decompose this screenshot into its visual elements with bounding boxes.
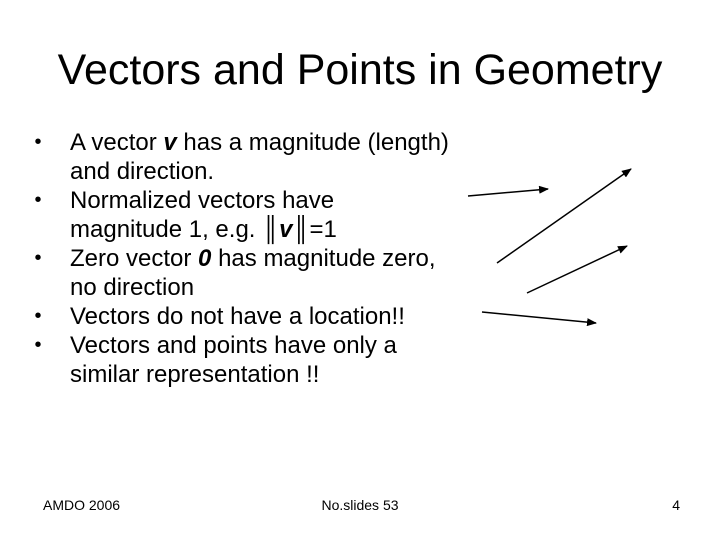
bullet-item	[30, 128, 450, 186]
bullet-text-part: Vectors and points have only a similar representation !!	[70, 332, 397, 388]
bullet-text-part: has magnitude zero, no direction	[70, 245, 436, 301]
slide-number: 4	[672, 497, 680, 513]
bullet-text-part: Vectors do not have a location!!	[70, 303, 405, 330]
bullet-text-part: Zero vector	[70, 245, 199, 272]
vector-arrow	[497, 169, 631, 263]
bullet-icon: •	[34, 247, 42, 269]
bullet-text	[70, 245, 436, 301]
bullet-item	[30, 186, 450, 244]
bullet-item	[30, 302, 450, 331]
footer-center: No.slides 53	[321, 497, 399, 513]
bullet-text-part: Normalized vectors have magnitude 1, e.g. ║	[70, 187, 335, 243]
bullet-text	[70, 129, 449, 185]
bullet-emphasis: v	[163, 129, 177, 156]
bullet-text-part: A vector	[70, 129, 164, 156]
bullet-icon: •	[34, 189, 42, 211]
bullet-text-part: has a magnitude (length) and direction.	[70, 129, 449, 185]
bullet-text	[70, 303, 405, 330]
vector-arrows-diagram	[460, 160, 660, 360]
bullet-emphasis: 0	[198, 245, 212, 272]
bullet-list	[30, 128, 450, 389]
bullet-icon: •	[34, 305, 42, 327]
vector-arrow	[468, 189, 548, 196]
footer-left: AMDO 2006	[43, 497, 121, 513]
vector-arrow	[482, 312, 596, 323]
bullet-text	[70, 332, 397, 388]
bullet-icon: •	[34, 131, 42, 153]
vector-arrow	[527, 246, 627, 293]
bullet-emphasis: v	[279, 216, 293, 243]
bullet-text-part: ║=1	[292, 216, 337, 243]
bullet-text	[70, 187, 337, 243]
slide-title: Vectors and Points in Geometry	[57, 46, 663, 94]
bullet-item	[30, 331, 450, 389]
bullet-item	[30, 244, 450, 302]
bullet-icon: •	[34, 334, 42, 356]
